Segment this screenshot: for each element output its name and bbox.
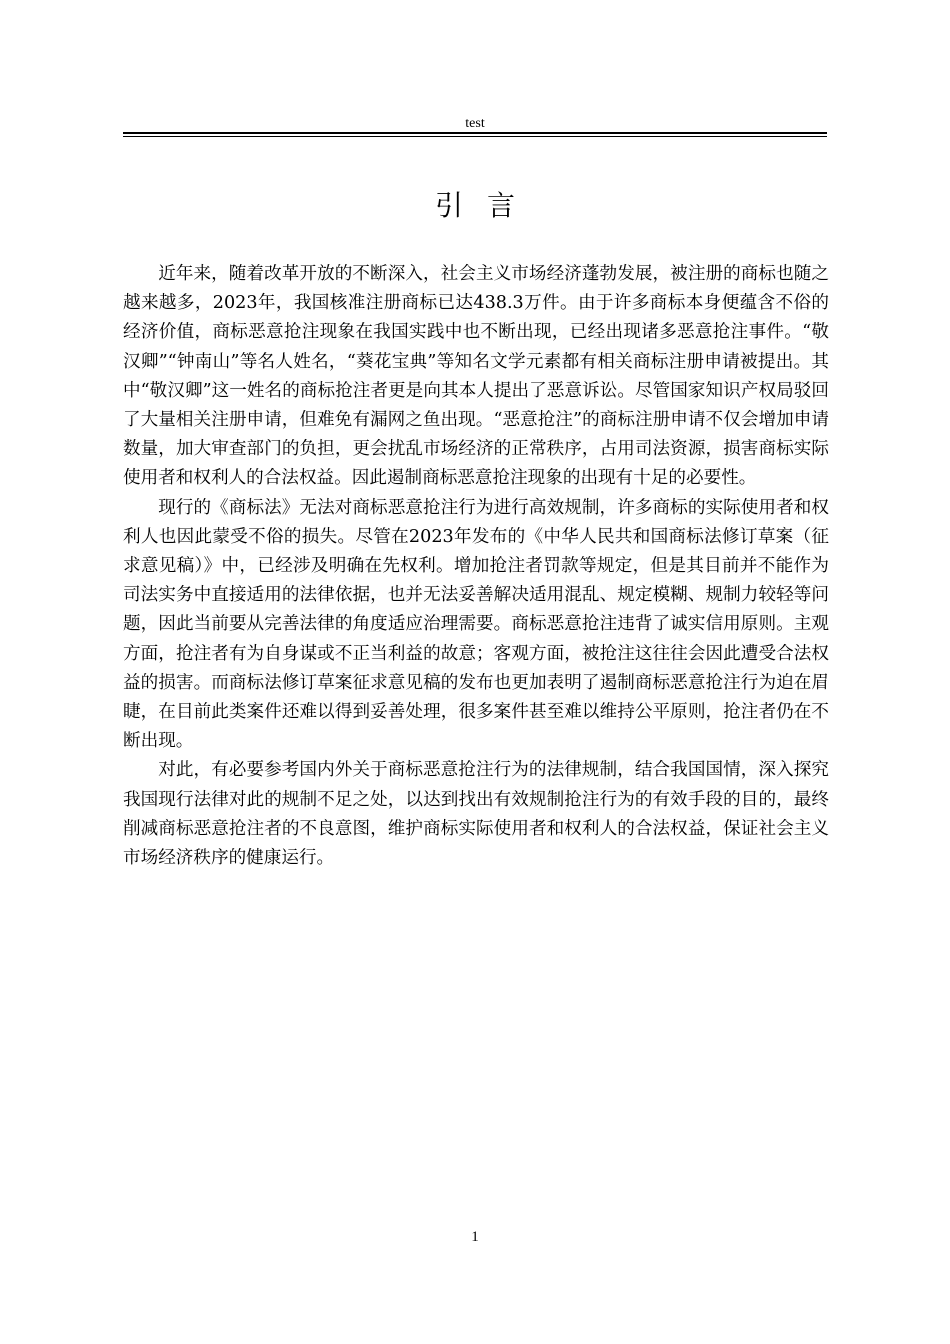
- paragraph-2: 现行的《商标法》无法对商标恶意抢注行为进行高效规制，许多商标的实际使用者和权利人也因此蒙受不俗的损失。尽管在2023年发布的《中华人民共和国商标法修订草案（征求意见稿）》中，已经涉及明确在先权利。增加抢注者罚款等规定，但是其目前并不能作为司法实务中直接适用的法律依据，也并无法妥善解决适用混乱、规定模糊、规制力较轻等问题，因此当前要从完善法律的角度适应治理需要。商标恶意抢注违背了诚实信用原则。主观方面，抢注者有为自身谋或不正当利益的故意；客观方面，被抢注这往往会因此遭受合法权益的损害。而商标法修订草案征求意见稿的发布也更加表明了遏制商标恶意抢注行为迫在眉睫，在目前此类案件还难以得到妥善处理，很多案件甚至难以维持公平原则，抢注者仍在不断出现。: [123, 497, 829, 752]
- header-rule-thin: [123, 136, 827, 137]
- header-rule-thick: [123, 132, 827, 134]
- chapter-title: 引言: [434, 189, 539, 222]
- body-text: [123, 260, 829, 873]
- running-header: test: [465, 116, 485, 131]
- paragraph-1: 近年来，随着改革开放的不断深入，社会主义市场经济蓬勃发展，被注册的商标也随之越来越多，2023年，我国核准注册商标已达438.3万件。由于许多商标本身便蕴含不俗的经济价值，商标恶意抢注现象在我国实践中也不断出现，已经出现诸多恶意抢注事件。“敬汉卿”“钟南山”等名人姓名，“葵花宝典”等知名文学元素都有相关商标注册申请被提出。其中“敬汉卿”这一姓名的商标抢注者更是向其本人提出了恶意诉讼。尽管国家知识产权局驳回了大量相关注册申请，但难免有漏网之鱼出现。“恶意抢注”的商标注册申请不仅会增加申请数量，加大审查部门的负担，更会扰乱市场经济的正常秩序，占用司法资源，损害商标实际使用者和权利人的合法权益。因此遏制商标恶意抢注现象的出现有十足的必要性。: [123, 264, 829, 489]
- paragraph-3: 对此，有必要参考国内外关于商标恶意抢注行为的法律规制，结合我国国情，深入探究我国现行法律对此的规制不足之处，以达到找出有效规制抢注行为的有效手段的目的，最终削减商标恶意抢注者的不良意图，维护商标实际使用者和权利人的合法权益，保证社会主义市场经济秩序的健康运行。: [123, 760, 829, 869]
- page-number: 1: [471, 1229, 479, 1245]
